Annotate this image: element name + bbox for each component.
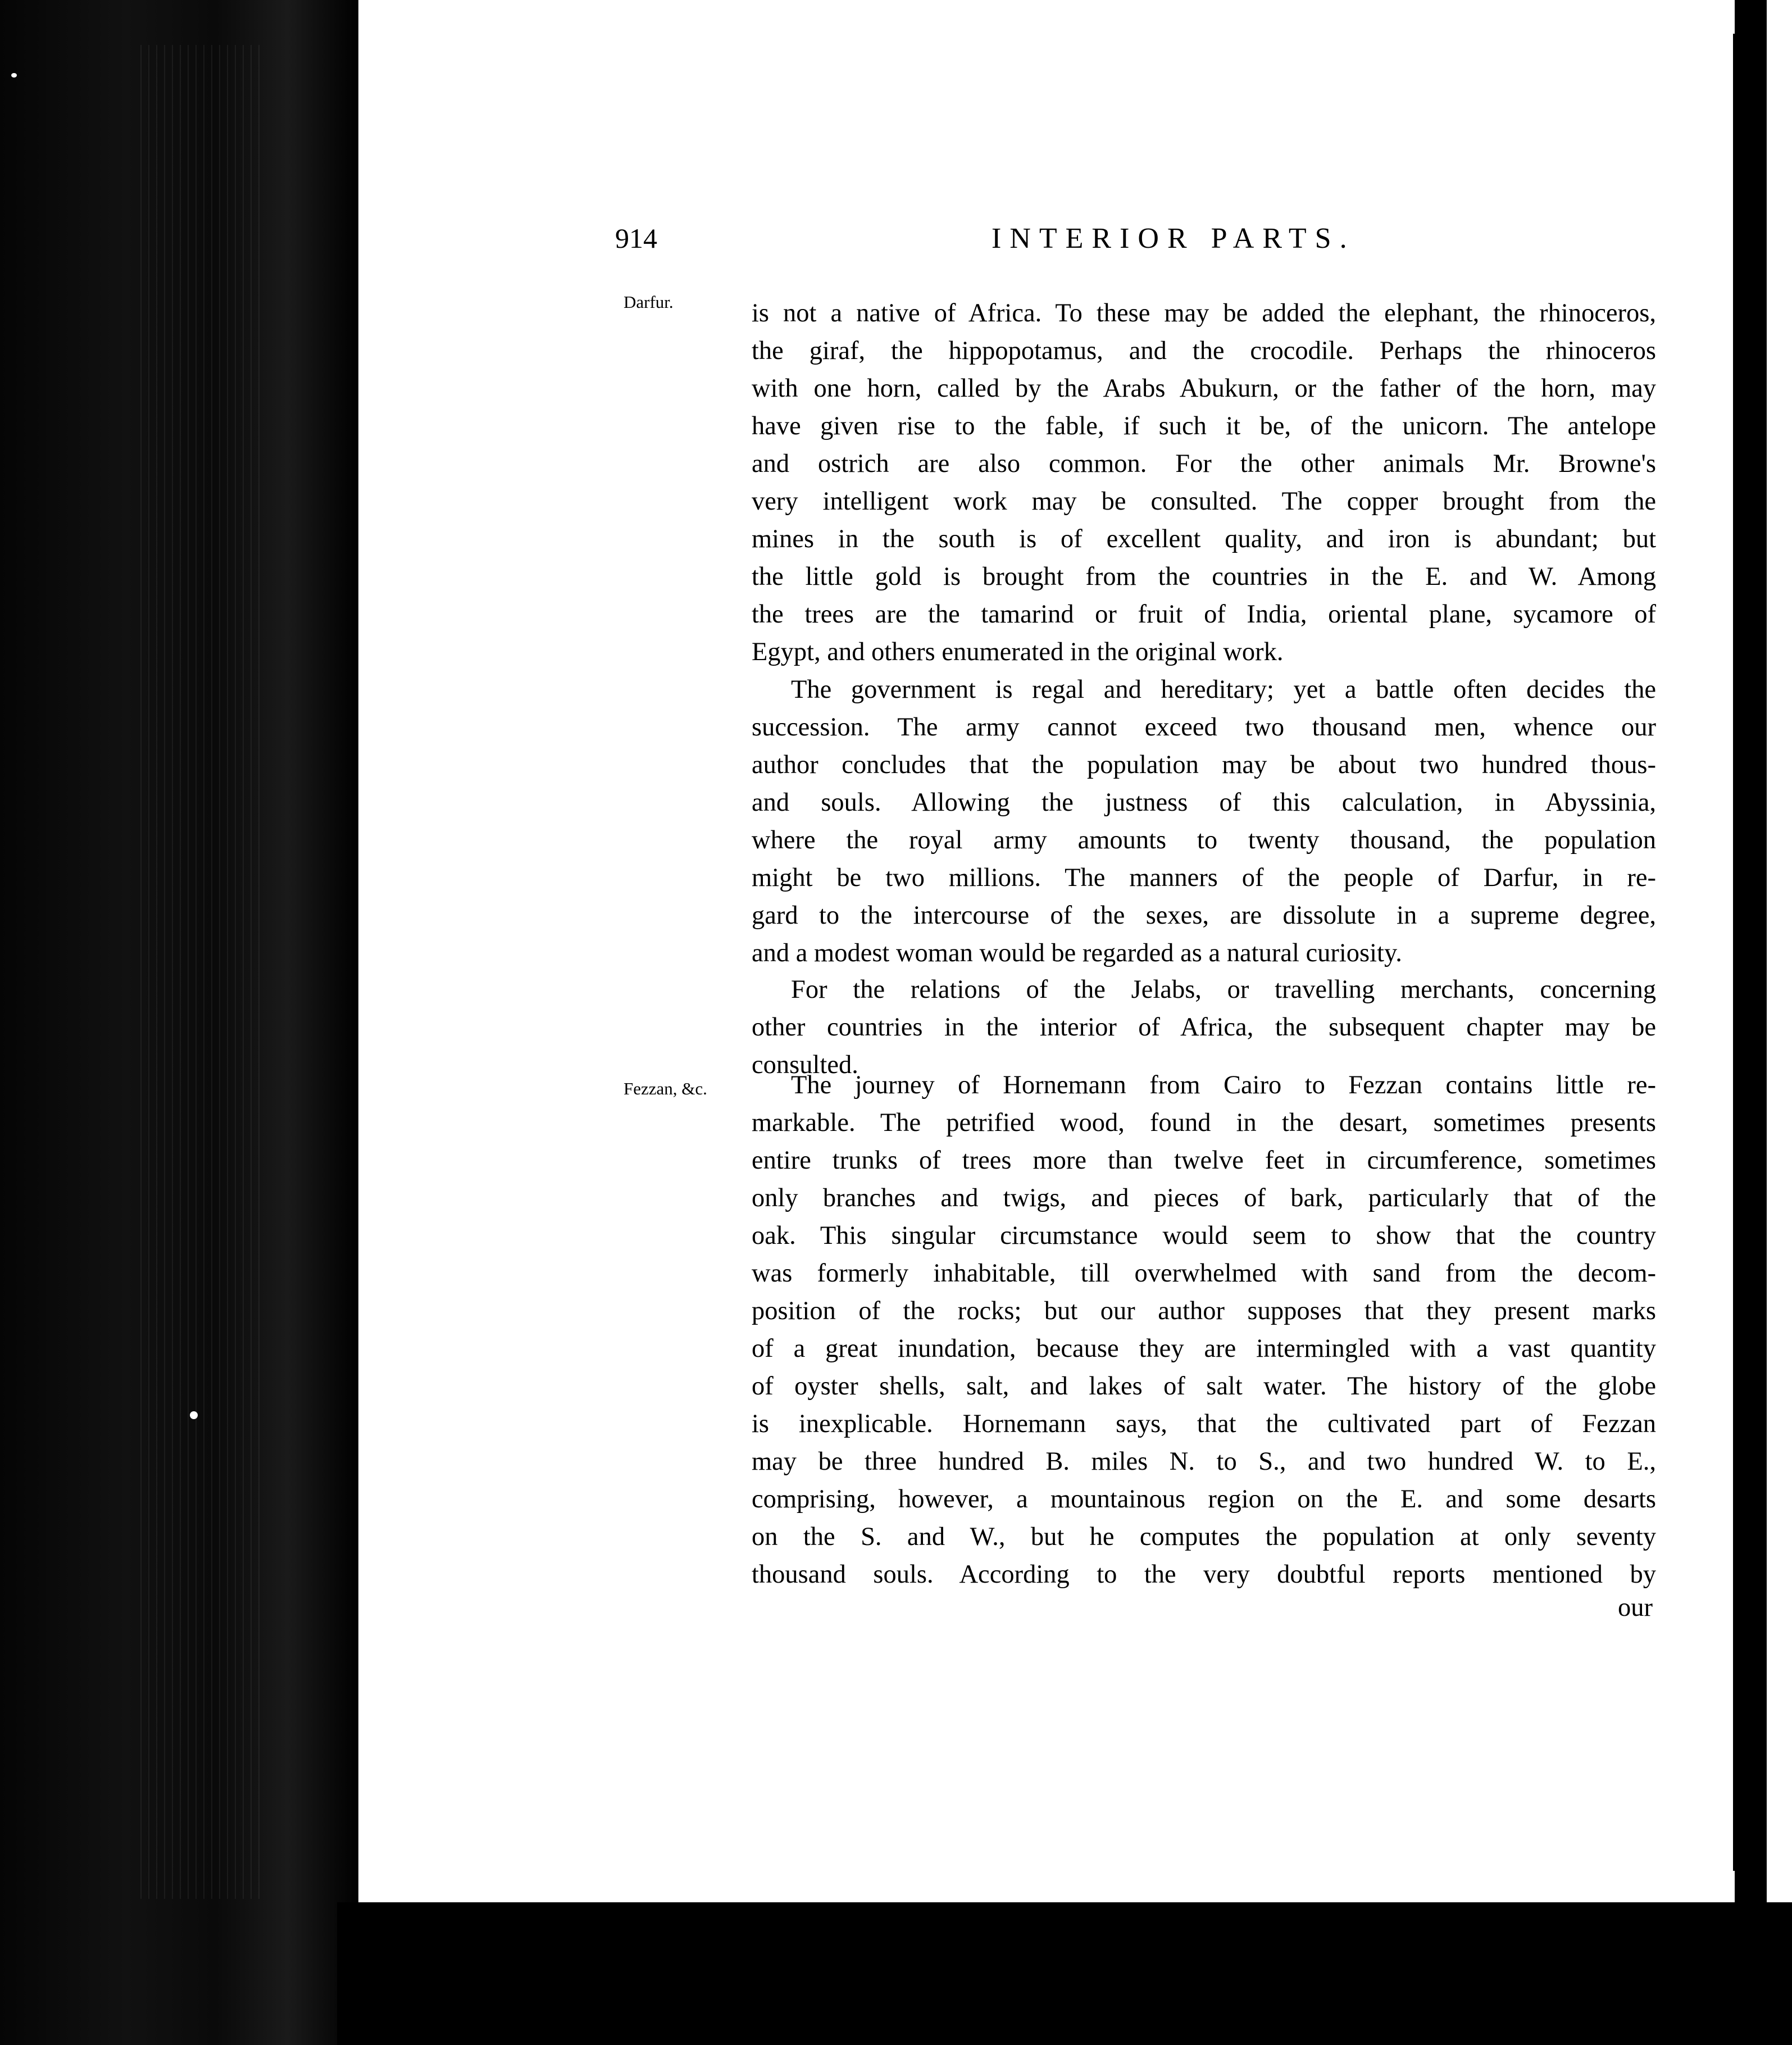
text-line: with one horn, called by the Arabs Abukurn, or the father of the horn, may bbox=[752, 374, 1656, 403]
book-spine bbox=[0, 0, 360, 2045]
text-line: The journey of Hornemann from Cairo to Fezzan contains little re- bbox=[791, 1071, 1656, 1099]
text-line: the trees are the tamarind or fruit of India, oriental plane, sycamore of bbox=[752, 600, 1656, 629]
text-line: The government is regal and hereditary; yet a battle often decides the bbox=[791, 675, 1656, 704]
text-line: on the S. and W., but he computes the population at only seventy bbox=[752, 1523, 1656, 1551]
text-line: may be three hundred B. miles N. to S., and two hundred W. to E., bbox=[752, 1447, 1656, 1476]
text-line: of oyster shells, salt, and lakes of salt water. The history of the globe bbox=[752, 1372, 1656, 1401]
scan-speck bbox=[190, 1411, 198, 1419]
text-line: consulted. bbox=[752, 1051, 858, 1079]
text-line: might be two millions. The manners of the people of Darfur, in re- bbox=[752, 864, 1656, 892]
text-line: and souls. Allowing the justness of this calculation, in Abyssinia, bbox=[752, 788, 1656, 817]
paragraph-government bbox=[752, 671, 1656, 972]
paragraph-fezzan bbox=[752, 1066, 1656, 1593]
text-line: other countries in the interior of Africa, the subsequent chapter may be bbox=[752, 1013, 1656, 1042]
text-line: the giraf, the hippopotamus, and the crocodile. Perhaps the rhinoceros bbox=[752, 337, 1656, 365]
text-line: markable. The petrified wood, found in the desart, sometimes presents bbox=[752, 1108, 1656, 1137]
page-number: 914 bbox=[615, 222, 657, 254]
text-line: position of the rocks; but our author supposes that they present marks bbox=[752, 1297, 1656, 1325]
scan-margin bbox=[1767, 0, 1792, 2045]
paragraph-darfur-animals bbox=[752, 294, 1656, 671]
text-line: very intelligent work may be consulted. The copper brought from the bbox=[752, 487, 1656, 516]
text-line: and ostrich are also common. For the other animals Mr. Browne's bbox=[752, 449, 1656, 478]
sidenote-fezzan: Fezzan, &c. bbox=[624, 1079, 707, 1098]
scan-speck bbox=[724, 1188, 730, 1195]
page-title: INTERIOR PARTS. bbox=[991, 222, 1356, 255]
text-line: the little gold is brought from the countries in the E. and W. Among bbox=[752, 562, 1656, 591]
page-edge-shadow bbox=[1733, 34, 1767, 1871]
bottom-shadow bbox=[337, 1902, 1792, 2045]
text-line: have given rise to the fable, if such it be, of the unicorn. The antelope bbox=[752, 412, 1656, 440]
text-line: author concludes that the population may be about two hundred thous- bbox=[752, 751, 1656, 779]
text-line: mines in the south is of excellent quality, and iron is abundant; but bbox=[752, 525, 1656, 553]
spine-texture bbox=[140, 45, 264, 1899]
text-line: gard to the intercourse of the sexes, are dissolute in a supreme degree, bbox=[752, 901, 1656, 930]
text-line: is inexplicable. Hornemann says, that the cultivated part of Fezzan bbox=[752, 1410, 1656, 1438]
text-line: comprising, however, a mountainous region on the E. and some desarts bbox=[752, 1485, 1656, 1514]
running-head bbox=[615, 222, 1604, 261]
text-line: entire trunks of trees more than twelve feet in circumference, sometimes bbox=[752, 1146, 1656, 1175]
text-line: where the royal army amounts to twenty thousand, the population bbox=[752, 826, 1656, 855]
text-line: Egypt, and others enumerated in the original work. bbox=[752, 638, 1284, 666]
text-line: of a great inundation, because they are intermingled with a vast quantity bbox=[752, 1334, 1656, 1363]
text-line: For the relations of the Jelabs, or travelling merchants, concerning bbox=[791, 975, 1656, 1004]
text-line: only branches and twigs, and pieces of bark, particularly that of the bbox=[752, 1184, 1656, 1212]
text-line: was formerly inhabitable, till overwhelmed with sand from the decom- bbox=[752, 1259, 1656, 1288]
scan-speck bbox=[11, 73, 17, 78]
text-line: and a modest woman would be regarded as a natural curiosity. bbox=[752, 939, 1402, 967]
text-line: oak. This singular circumstance would seem to show that the country bbox=[752, 1221, 1656, 1250]
sidenote-darfur: Darfur. bbox=[624, 292, 674, 312]
catchword: our bbox=[1618, 1593, 1653, 1622]
text-line: succession. The army cannot exceed two thousand men, whence our bbox=[752, 713, 1656, 742]
text-line: thousand souls. According to the very doubtful reports mentioned by bbox=[752, 1560, 1656, 1589]
text-line: is not a native of Africa. To these may be added the elephant, the rhinoceros, bbox=[752, 299, 1656, 328]
